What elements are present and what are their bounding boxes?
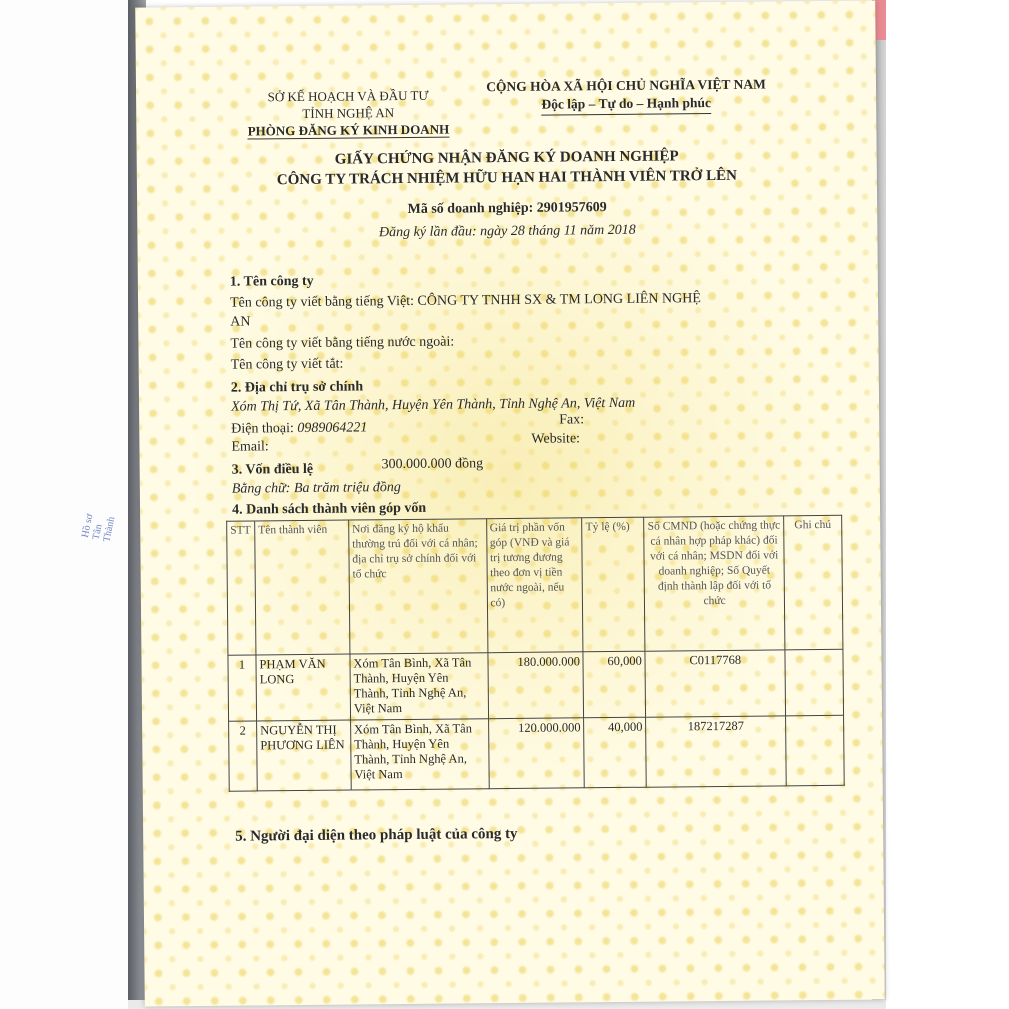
table-row: [229, 715, 845, 791]
row-capital: 120.000.000: [488, 718, 585, 789]
website-label: Website:: [531, 431, 581, 447]
phone-label: Điện thoại:: [231, 421, 294, 437]
row-capital: 180.000.000: [487, 652, 584, 719]
section5-heading: 5. Người đại diện theo pháp luật của công ty: [235, 825, 518, 845]
issuer-province: TỈNH NGHỆ AN: [302, 105, 395, 121]
col-id: Số CMND (hoặc chứng thực cá nhân hợp pháp khác) đối với cá nhân; MSDN đối với doanh nghiệp; Số Quyết định thành lập đối với tổ chức: [644, 516, 785, 651]
col-name: Tên thành viên: [255, 520, 350, 655]
head-office-address: Xóm Thị Tứ, Xã Tân Thành, Huyện Yên Thành, Tỉnh Nghệ An, Việt Nam: [230, 395, 636, 415]
document-subtitle: CÔNG TY TRÁCH NHIỆM HỮU HẠN HAI THÀNH VIÊN TRỞ LÊN: [276, 167, 737, 189]
col-stt: STT: [227, 521, 256, 655]
foreign-name-label: Tên công ty viết bằng tiếng nước ngoài:: [230, 334, 455, 352]
side-stamp: Hồ sơ Tân Thành: [79, 512, 118, 543]
vn-name-value: CÔNG TY TNHH SX & TM LONG LIÊN NGHỆ: [417, 291, 701, 309]
row-address: Xóm Tân Bình, Xã Tân Thành, Huyện Yên Thành, Tỉnh Nghệ An, Việt Nam: [350, 719, 488, 790]
col-ratio: Tỷ lệ (%): [582, 517, 645, 652]
row-note: [785, 649, 844, 716]
table-header-row: [227, 515, 843, 655]
row-id: 187217287: [646, 716, 786, 787]
phone-line: [231, 420, 367, 437]
national-motto: Độc lập – Tự do – Hạnh phúc: [541, 94, 711, 116]
phone-value: 0989064221: [297, 420, 368, 437]
section3-heading: 3. Vốn điều lệ: [231, 461, 314, 478]
vn-name-line: [230, 291, 701, 312]
table-row: [228, 649, 844, 721]
capital-in-words: Bằng chữ: Ba trăm triệu đồng: [231, 480, 401, 497]
col-capital: Giá trị phần vốn góp (VNĐ và giá trị tương đương theo đơn vị tiền nước ngoài, nếu có): [486, 518, 583, 653]
row-stt: 2: [229, 721, 258, 791]
section2-heading: 2. Địa chỉ trụ sở chính: [230, 379, 364, 396]
row-name: PHẠM VĂN LONG: [256, 654, 351, 721]
document-title: GIẤY CHỨNG NHẬN ĐĂNG KÝ DOANH NGHIỆP: [334, 148, 679, 168]
issuer-office: PHÒNG ĐĂNG KÝ KINH DOANH: [247, 121, 450, 139]
row-id: C0117768: [645, 650, 785, 717]
registration-date: Đăng ký lần đầu: ngày 28 tháng 11 năm 2018: [378, 222, 636, 241]
row-ratio: 60,000: [583, 651, 646, 718]
email-label: Email:: [231, 439, 269, 455]
col-note: Ghi chú: [784, 515, 843, 650]
background-left: [0, 0, 128, 1009]
issuer-header: [228, 86, 468, 139]
row-stt: 1: [228, 655, 257, 721]
row-ratio: 40,000: [584, 717, 647, 788]
vn-name-value-cont: AN: [230, 314, 251, 330]
section4-heading: 4. Danh sách thành viên góp vốn: [231, 500, 427, 518]
section1-heading: 1. Tên công ty: [229, 273, 314, 290]
national-title: CỘNG HÒA XÃ HỘI CHỦ NGHĨA VIỆT NAM: [486, 76, 766, 95]
members-table: [226, 515, 845, 792]
short-name-label: Tên công ty viết tắt:: [230, 356, 344, 373]
charter-capital: 300.000.000 đồng: [381, 456, 484, 473]
issuer-department: SỞ KẾ HOẠCH VÀ ĐẦU TƯ: [267, 87, 429, 105]
col-address: Nơi đăng ký hộ khẩu thường trú đối với cá nhân; địa chỉ trụ sở chính đối với tổ chức: [349, 519, 488, 654]
certificate-page: [79, 0, 885, 1006]
row-note: [786, 715, 845, 786]
national-header: [466, 75, 786, 116]
business-code: Mã số doanh nghiệp: 2901957609: [407, 200, 607, 217]
fax-label: Fax:: [559, 412, 585, 428]
row-address: Xóm Tân Bình, Xã Tân Thành, Huyện Yên Thành, Tỉnh Nghệ An, Việt Nam: [350, 653, 488, 720]
vn-name-label: Tên công ty viết bằng tiếng Việt:: [229, 293, 415, 311]
row-name: NGUYỄN THỊ PHƯƠNG LIÊN: [257, 720, 352, 791]
